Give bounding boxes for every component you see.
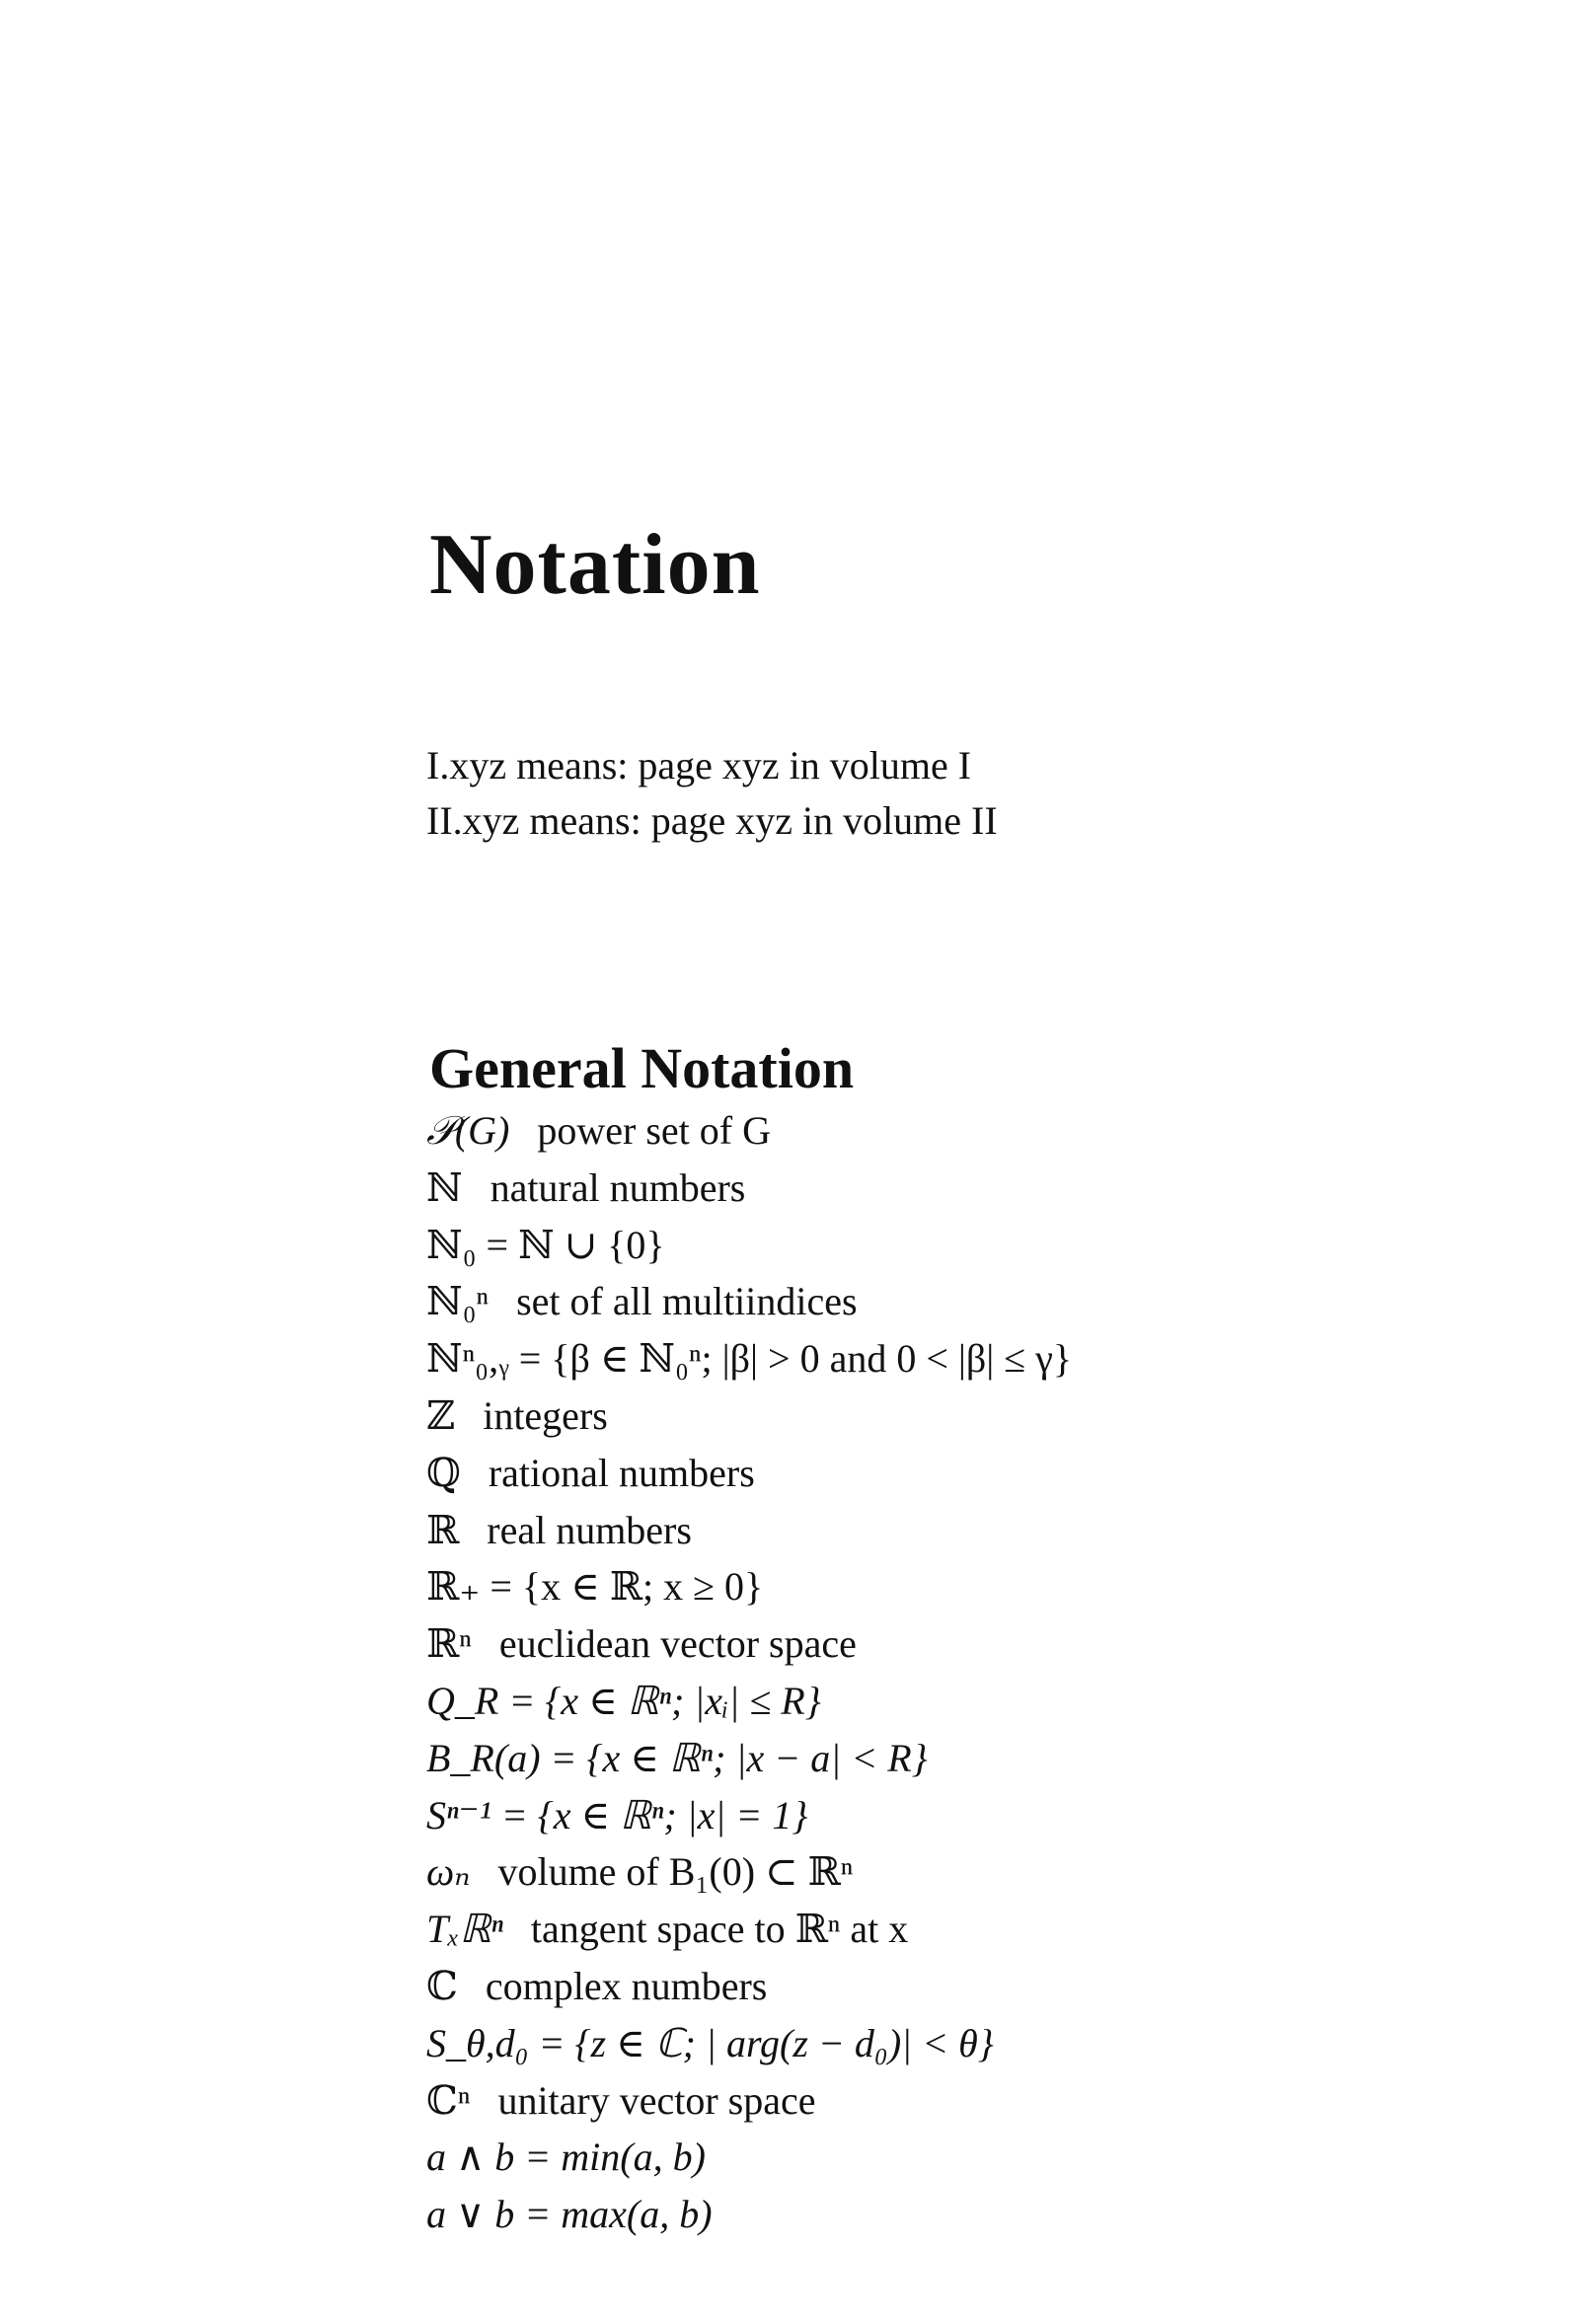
notation-entry bbox=[426, 1445, 1072, 1502]
notation-symbol: ωₙ bbox=[426, 1849, 471, 1895]
notation-entry bbox=[426, 1615, 1072, 1673]
notation-entry bbox=[426, 1502, 1072, 1559]
notation-entry bbox=[426, 1273, 1072, 1330]
notation-symbol: ℤ bbox=[426, 1392, 456, 1438]
notation-entry bbox=[426, 1901, 1072, 1958]
notation-symbol: ℝ₊ = {x ∈ ℝ; x ≥ 0} bbox=[426, 1564, 764, 1610]
notation-symbol: ℂⁿ bbox=[426, 2077, 471, 2123]
notation-description: tangent space to ℝⁿ at x bbox=[530, 1907, 909, 1952]
notation-symbol: ℝⁿ bbox=[426, 1621, 472, 1667]
notation-symbol: a ∧ b = min(a, b) bbox=[426, 2135, 706, 2180]
notation-symbol: 𝒫(G) bbox=[426, 1108, 510, 1153]
notation-symbol: a ∨ b = max(a, b) bbox=[426, 2192, 713, 2237]
notation-description: power set of G bbox=[537, 1108, 771, 1153]
volume-references bbox=[426, 738, 998, 849]
page-title: Notation bbox=[429, 516, 761, 613]
volume-ref-line: I.xyz means: page xyz in volume I bbox=[426, 743, 972, 787]
notation-description: complex numbers bbox=[485, 1963, 768, 2008]
notation-entry bbox=[426, 1102, 1072, 1160]
notation-entry bbox=[426, 2072, 1072, 2130]
notation-symbol: B_R(a) = {x ∈ ℝⁿ; |x − a| < R} bbox=[426, 1735, 928, 1780]
notation-entry bbox=[426, 1217, 1072, 1274]
notation-symbol: S_θ,d₀ = {z ∈ ℂ; | arg(z − d₀)| < θ} bbox=[426, 2020, 994, 2065]
notation-symbol: Q_R = {x ∈ ℝⁿ; |xᵢ| ≤ R} bbox=[426, 1678, 821, 1723]
notation-description: rational numbers bbox=[488, 1450, 755, 1495]
notation-entry bbox=[426, 2186, 1072, 2243]
notation-symbol: Sⁿ⁻¹ = {x ∈ ℝⁿ; |x| = 1} bbox=[426, 1792, 808, 1837]
notation-symbol: ℕ bbox=[426, 1164, 463, 1210]
notation-entry bbox=[426, 1387, 1072, 1445]
notation-entry bbox=[426, 1558, 1072, 1615]
notation-symbol: ℕ₀ = ℕ ∪ {0} bbox=[426, 1222, 665, 1267]
notation-entry bbox=[426, 2129, 1072, 2186]
volume-ref-line: II.xyz means: page xyz in volume II bbox=[426, 798, 998, 843]
notation-description: real numbers bbox=[487, 1507, 692, 1552]
notation-symbol: ℝ bbox=[426, 1507, 460, 1552]
notation-entry bbox=[426, 1330, 1072, 1387]
notation-symbol: ℚ bbox=[426, 1450, 461, 1495]
notation-description: set of all multiindices bbox=[516, 1279, 858, 1324]
notation-entry bbox=[426, 1843, 1072, 1901]
notation-entry bbox=[426, 1958, 1072, 2015]
notation-symbol: ℂ bbox=[426, 1963, 458, 2008]
notation-entry bbox=[426, 1730, 1072, 1787]
section-title: General Notation bbox=[429, 1036, 855, 1101]
notation-description: euclidean vector space bbox=[498, 1621, 857, 1667]
notation-symbol: ℕⁿ₀,ᵧ = {β ∈ ℕ₀ⁿ; |β| > 0 and 0 < |β| ≤ γ} bbox=[426, 1336, 1073, 1382]
notation-entry bbox=[426, 1673, 1072, 1730]
notation-entry bbox=[426, 2015, 1072, 2072]
notation-entry bbox=[426, 1160, 1072, 1217]
notation-description: volume of B₁(0) ⊂ ℝⁿ bbox=[497, 1849, 854, 1895]
notation-symbol: ℕ₀ⁿ bbox=[426, 1279, 490, 1324]
notation-description: unitary vector space bbox=[497, 2077, 816, 2123]
notation-description: integers bbox=[483, 1392, 608, 1438]
notation-description: natural numbers bbox=[490, 1164, 746, 1210]
notation-entry bbox=[426, 1787, 1072, 1844]
notation-list bbox=[426, 1102, 1072, 2243]
notation-symbol: Tₓℝⁿ bbox=[426, 1907, 503, 1952]
